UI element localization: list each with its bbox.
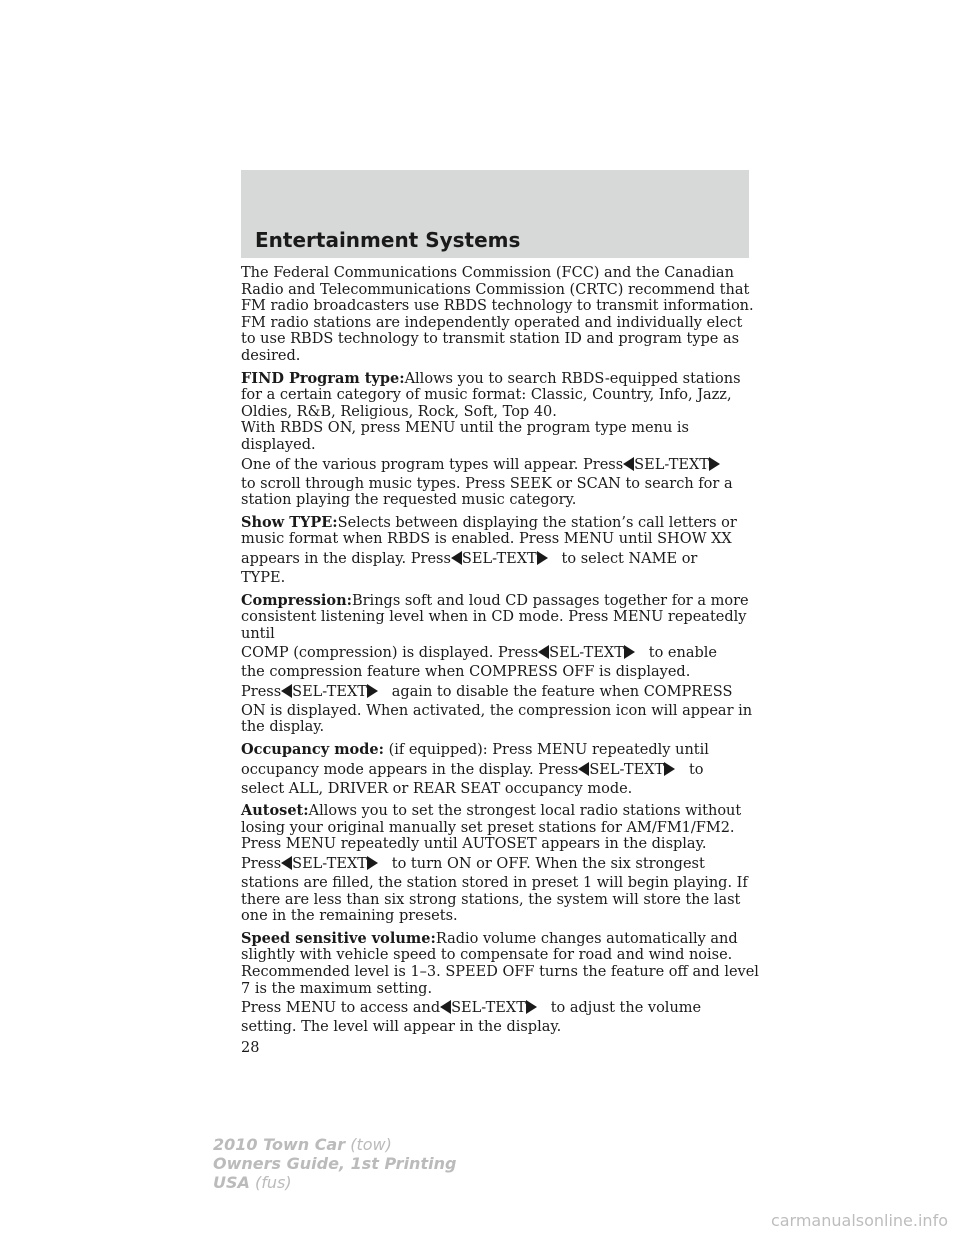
occupancy-paragraph [241, 742, 761, 759]
occupancy-cont: select ALL, DRIVER or REAR SEAT occupancy mode. [241, 780, 633, 797]
show-type-paragraph [241, 515, 761, 548]
arrow-right-icon [367, 856, 378, 870]
sel-text-label: SEL-TEXT [549, 645, 624, 662]
arrow-left-icon [440, 1000, 451, 1014]
autoset-label: Autoset: [241, 802, 309, 820]
occupancy-text: (if equipped): Press MENU repeatedly until [388, 742, 709, 759]
compression-seltext-row-2 [241, 681, 761, 703]
footer-model-code: (tow) [350, 1135, 392, 1154]
show-type-cont: TYPE. [241, 569, 286, 586]
page-number: 28 [241, 1039, 260, 1056]
watermark: carmanualsonline.info [770, 1211, 948, 1230]
arrow-right-icon [664, 762, 675, 776]
occupancy-seltext-row [241, 759, 761, 781]
section-header-bar [241, 170, 749, 258]
intro-paragraph: The Federal Communications Commission (FCC) and the Canadian Radio and Telecommunications Commission (CRTC) recommend that FM radio broadcasters use RBDS technology to transmit information. FM radio stations are independently operated and individually elect to use RBDS technology to transmit station ID and program type as desired. [241, 265, 754, 364]
find-program-line2: With RBDS ON, press MENU until the program type menu is displayed. [241, 420, 689, 453]
arrow-right-icon [624, 645, 635, 659]
sel-text-label: SEL-TEXT [292, 683, 367, 700]
find-program-label: FIND Program type: [241, 369, 405, 387]
arrow-right-icon [367, 684, 378, 698]
speed-volume-cont: setting. The level will appear in the display. [241, 1019, 562, 1036]
footer-model: 2010 Town Car [213, 1135, 346, 1154]
speed-volume-post: to adjust the volume [550, 1000, 702, 1017]
speed-volume-paragraph [241, 931, 761, 997]
arrow-right-icon [709, 457, 720, 471]
occupancy-pre: occupancy mode appears in the display. Press [241, 761, 579, 778]
manual-body [241, 265, 761, 1056]
autoset-seltext-row [241, 853, 761, 875]
compression-pre: COMP (compression) is displayed. Press [241, 645, 539, 662]
compression-post2: again to disable the feature when COMPRESS [391, 683, 733, 700]
compression-post: to enable [648, 645, 717, 662]
compression-label: Compression: [241, 591, 352, 609]
arrow-left-icon [623, 457, 634, 471]
sel-text-label: SEL-TEXT [589, 761, 665, 778]
occupancy-post: to [688, 761, 704, 778]
show-type-pre: appears in the display. Press [241, 550, 451, 567]
sel-text-label: SEL-TEXT [451, 1000, 526, 1017]
compression-pre2: Press [241, 683, 282, 700]
speed-volume-text: Radio volume changes automatically and slightly with vehicle speed to compensate for road and wind noise. Recommended level is 1–3. SPEED OFF turns the feature off and level 7 is the maximum setting. [241, 930, 759, 997]
show-type-seltext-row [241, 548, 761, 570]
footer-printing: Owners Guide, 1st Printing [213, 1154, 457, 1173]
arrow-right-icon [526, 1000, 537, 1014]
section-title: Entertainment Systems [255, 228, 521, 252]
arrow-left-icon [451, 551, 462, 565]
arrow-left-icon [578, 762, 589, 776]
speed-volume-seltext-row [241, 997, 761, 1019]
compression-seltext-row [241, 642, 761, 664]
find-program-seltext-row [241, 454, 761, 476]
show-type-post: to select NAME or [561, 550, 698, 567]
sel-text-label: SEL-TEXT [634, 456, 709, 473]
footer-country: USA [213, 1173, 250, 1192]
show-type-text: Selects between displaying the station’s call letters or music format when RBDS is enabled. Press MENU until SHOW XX [241, 514, 737, 548]
arrow-left-icon [281, 684, 292, 698]
print-footer [213, 1135, 456, 1192]
find-program-pre: One of the various program types will appear. Press [241, 456, 624, 473]
arrow-left-icon [281, 856, 292, 870]
find-program-text: Allows you to search RBDS-equipped stations for a certain category of music format: Classic, Country, Info, Jazz, Oldies, R&B, Religious, Rock, Soft, Top 40. [241, 370, 741, 420]
arrow-right-icon [537, 551, 548, 565]
autoset-pre: Press [241, 856, 282, 873]
footer-country-code: (fus) [255, 1173, 292, 1192]
find-program-paragraph [241, 371, 761, 421]
autoset-text: Allows you to set the strongest local radio stations without losing your original manually set preset stations for AM/FM1/FM2. Press MENU repeatedly until AUTOSET appears in the display. [241, 803, 742, 853]
compression-cont: the compression feature when COMPRESS OFF is displayed. [241, 664, 691, 681]
sel-text-label: SEL-TEXT [461, 550, 537, 567]
autoset-post: to turn ON or OFF. When the six strongest [391, 856, 705, 873]
compression-cont2: ON is displayed. When activated, the compression icon will appear in the display. [241, 702, 753, 736]
compression-text: Brings soft and loud CD passages together for a more consistent listening level when in CD mode. Press MENU repeatedly until [241, 592, 749, 642]
occupancy-label: Occupancy mode: [241, 741, 384, 759]
find-program-cont: to scroll through music types. Press SEEK or SCAN to search for a station playing the requested music category. [241, 475, 733, 509]
arrow-left-icon [538, 645, 549, 659]
autoset-cont: stations are filled, the station stored in preset 1 will begin playing. If there are less than six strong stations, the system will store the last one in the remaining presets. [241, 875, 748, 925]
sel-text-label: SEL-TEXT [292, 856, 367, 873]
autoset-paragraph [241, 803, 761, 853]
speed-volume-pre: Press MENU to access and [241, 1000, 441, 1017]
compression-paragraph [241, 593, 761, 643]
speed-volume-label: Speed sensitive volume: [241, 929, 436, 947]
show-type-label: Show TYPE: [241, 513, 338, 531]
